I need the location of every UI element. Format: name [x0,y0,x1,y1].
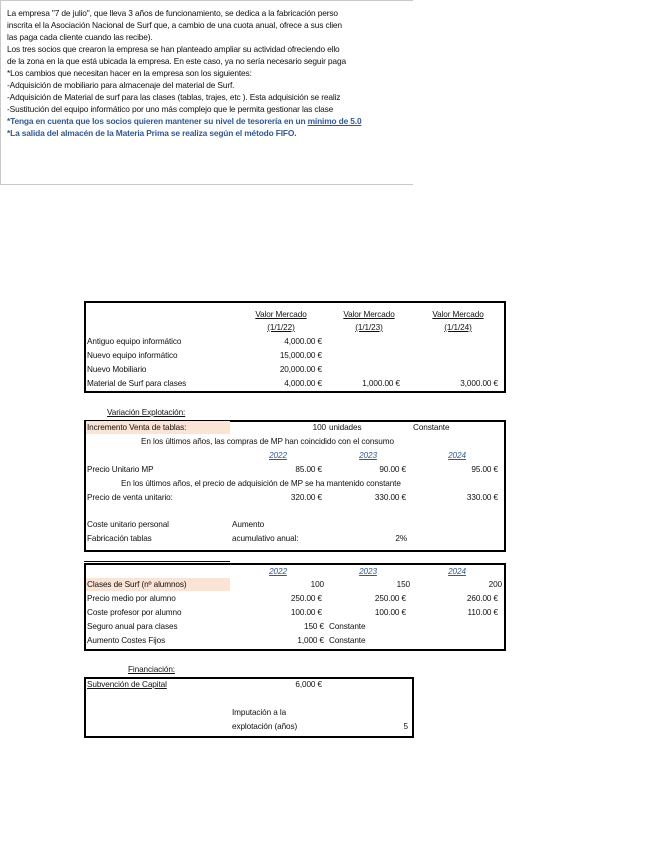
increment-label: Incremento Venta de tablas: [87,423,187,432]
exploitation-title: Variación Explotación: [107,408,186,417]
intro-line: las paga cada cliente cuando las recibe). [7,32,153,42]
insurance-note: Constante [329,622,366,631]
classes-row-v3: 200 [488,580,502,589]
intro-note-fifo: *La salida del almacén de la Materia Prima se realiza según el método FIFO. [7,128,297,138]
insurance-label: Seguro anual para clases [87,622,178,631]
market-header-3b: (1/1/24) [444,323,472,332]
increase-label-2: acumulativo anual: [232,534,299,543]
sale-price-2023: 330.00 € [374,493,406,502]
fixed-costs-label: Aumento Costes Fijos [87,636,166,645]
sale-price-label: Precio de venta unitario: [87,493,173,502]
intro-line: -Adquisición de Material de surf para las clases (tablas, trajes, etc ). Esta adquisición se realiz [7,92,341,102]
note-mp-consumption: En los últimos años, las compras de MP han coincidido con el consumo [141,437,394,446]
imputation-label-2: explotación (años) [232,722,298,731]
increase-label-1: Aumento [232,520,265,529]
financing-title: Financiación: [128,665,175,674]
fixed-costs-value: 1,000 € [297,636,324,645]
intro-line: La empresa "7 de julio", que lleva 3 años de funcionamiento, se dedica a la fabricación perso [7,8,338,18]
year-2023: 2023 [359,451,377,460]
imputation-value: 5 [403,722,408,731]
year-2022: 2022 [269,451,287,460]
fixed-costs-note: Constante [329,636,366,645]
classes-separator [84,561,230,562]
subsidy-label: Subvención de Capital [87,680,167,689]
intro-note-treasury-link[interactable]: mínimo de 5.0 [307,116,362,126]
sale-price-2024: 330.00 € [466,493,498,502]
intro-line: Los tres socios que crearon la empresa se han planteado ampliar su actividad ofreciendo ello [7,44,340,54]
market-row-v1: 20,000.00 € [279,365,322,374]
classes-row-v1: 100 [310,580,324,589]
increment-value: 100 [312,423,326,432]
classes-row-v3: 260.00 € [466,594,498,603]
market-row-label: Nuevo Mobiliario [87,365,147,374]
classes-row-v2: 100.00 € [374,608,406,617]
market-row-label: Material de Surf para clases [87,379,187,388]
imputation-label-1: Imputación a la [232,708,287,717]
market-row-label: Antiguo equipo informático [87,337,182,346]
market-header-2a: Valor Mercado [343,310,395,319]
sale-price-2022: 320.00 € [290,493,322,502]
classes-row-v1: 250.00 € [290,594,322,603]
intro-note-treasury [7,116,362,127]
unit-price-mp-2022: 85.00 € [295,465,322,474]
market-row-v2: 1,000.00 € [362,379,400,388]
market-row-v3: 3,000.00 € [460,379,498,388]
classes-row-v3: 110.00 € [467,608,498,617]
classes-row-label: Clases de Surf (nº alumnos) [87,580,187,589]
increment-unit: unidades [329,423,362,432]
market-header-2b: (1/1/23) [355,323,383,332]
market-row-label: Nuevo equipo informático [87,351,178,360]
subsidy-value: 6,000 € [295,680,322,689]
intro-line: de la zona en la que está ubicada la empresa. En este caso, ya no sería necesario seguir paga [7,56,346,66]
market-row-v1: 4,000.00 € [284,337,322,346]
intro-text-box [0,0,413,185]
unit-price-mp-label: Precio Unitario MP [87,465,154,474]
personnel-cost-label-2: Fabricación tablas [87,534,152,543]
intro-line: *Los cambios que necesitan hacer en la empresa son los siguientes: [7,68,252,78]
classes-year-2024: 2024 [448,567,466,576]
classes-year-2022: 2022 [269,567,287,576]
classes-row-v2: 150 [396,580,410,589]
personnel-cost-label-1: Coste unitario personal [87,520,169,529]
market-row-v1: 4,000.00 € [284,379,322,388]
intro-line: inscrita el la Asociación Nacional de Surf que, a cambio de una cuota anual, ofrece a sus clien [7,20,342,30]
intro-line: -Sustitución del equipo informático por uno más complejo que le permita gestionar las clase [7,104,334,114]
market-header-1b: (1/1/22) [267,323,295,332]
increase-value: 2% [395,534,407,543]
unit-price-mp-2023: 90.00 € [379,465,406,474]
insurance-value: 150 € [304,622,324,631]
increment-note: Constante [413,423,450,432]
classes-row-label: Precio medio por alumno [87,594,176,603]
classes-year-2023: 2023 [359,567,377,576]
classes-row-v2: 250.00 € [374,594,406,603]
classes-row-v1: 100.00 € [290,608,322,617]
intro-note-treasury-text: *Tenga en cuenta que los socios quieren mantener su nivel de tesorería en un [7,116,308,126]
market-header-1a: Valor Mercado [255,310,307,319]
market-header-3a: Valor Mercado [432,310,484,319]
classes-row-label: Coste profesor por alumno [87,608,182,617]
market-row-v1: 15,000.00 € [279,351,322,360]
note-mp-price: En los últimos años, el precio de adquisición de MP se ha mantenido constante [121,479,401,488]
intro-line: -Adquisición de mobiliario para almacenaje del material de Surf. [7,80,235,90]
year-2024: 2024 [448,451,466,460]
unit-price-mp-2024: 95.00 € [471,465,498,474]
